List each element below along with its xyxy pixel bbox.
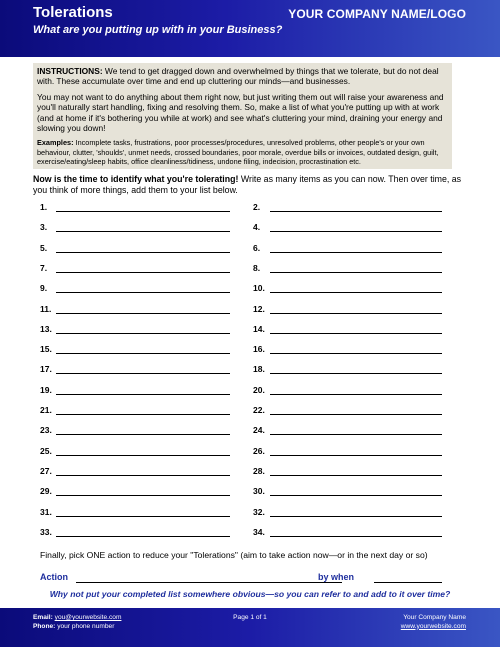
list-row [0,423,500,437]
item-number: 1. [40,202,48,212]
item-entry-line[interactable] [56,536,230,537]
list-row [0,525,500,539]
list-row [0,220,500,234]
item-number: 7. [40,262,48,273]
list-row [0,362,500,376]
item-number: 6. [253,242,261,253]
item-number: 8. [253,262,261,273]
item-entry-line[interactable] [56,313,230,314]
instructions-label: INSTRUCTIONS: [37,66,103,76]
item-number: 34. [253,526,265,537]
item-number: 29. [40,486,52,497]
footer-phone-label: Phone: [33,622,56,630]
item-entry-line[interactable] [56,414,230,415]
item-number: 30. [253,486,265,497]
item-entry-line[interactable] [56,455,230,456]
item-entry-line[interactable] [270,475,442,476]
item-entry-line[interactable] [56,475,230,476]
item-entry-line[interactable] [270,434,442,435]
list-row [0,281,500,295]
footer-phone: your phone number [57,622,115,630]
item-number: 4. [253,222,261,233]
item-entry-line[interactable] [270,516,442,517]
page-subtitle: What are you putting up with in your Business? [33,24,283,36]
item-entry-line[interactable] [270,292,442,293]
item-number: 26. [253,445,265,456]
instructions-text-2: You may not want to do anything about them right now, but just writing them out will raise your awareness and you'll naturally start handling, fixing and resolving them. So, make a list of what you're putting up with at work (and at home if it's bothering you while at work) and see what's cluttering your mind, draining your energy and slowing you down! [37,91,444,134]
item-entry-line[interactable] [270,536,442,537]
item-number: 25. [40,445,52,456]
item-number: 20. [253,384,265,395]
item-number: 11. [40,303,52,314]
closing-question: Why not put your completed list somewhere obvious—so you can refer to and add to it over time? [49,589,451,599]
item-entry-line[interactable] [270,353,442,354]
footer-page-number: Page 1 of 1 [233,614,267,621]
item-entry-line[interactable] [270,231,442,232]
item-number: 3. [40,222,48,233]
page-title: Tolerations [33,4,113,21]
item-number: 14. [253,323,265,334]
item-entry-line[interactable] [270,414,442,415]
by-when-field[interactable] [374,582,442,583]
action-row [40,572,450,588]
list-row [0,444,500,458]
item-number: 16. [253,344,265,355]
list-row [0,261,500,275]
list-row [0,484,500,498]
item-number: 27. [40,465,52,476]
item-number: 22. [253,405,265,415]
instructions-paragraph-1 [37,66,448,87]
item-entry-line[interactable] [56,373,230,374]
item-entry-line[interactable] [270,495,442,496]
footer-company [401,614,466,631]
now-bold: Now is the time to identify what you're tolerating! [33,174,239,184]
item-number: 10. [253,283,265,294]
list-row [0,464,500,478]
item-number: 31. [40,506,52,517]
action-field[interactable] [76,582,342,583]
footer-banner [0,608,500,647]
item-entry-line[interactable] [56,333,230,334]
item-number: 19. [40,384,52,395]
examples-paragraph [37,138,448,166]
item-number: 18. [253,364,265,375]
item-number: 9. [40,283,48,294]
item-entry-line[interactable] [56,394,230,395]
item-entry-line[interactable] [270,394,442,395]
item-entry-line[interactable] [56,211,230,212]
item-number: 15. [40,344,52,355]
item-number: 5. [40,242,48,253]
item-entry-line[interactable] [270,313,442,314]
item-entry-line[interactable] [56,231,230,232]
list-row [0,383,500,397]
item-entry-line[interactable] [270,373,442,374]
item-number: 21. [40,405,52,415]
item-number: 24. [253,425,265,436]
list-row [0,505,500,519]
footer-email-label: Email: [33,614,53,621]
item-number: 2. [253,202,261,212]
header-banner [0,0,500,57]
item-entry-line[interactable] [270,252,442,253]
item-entry-line[interactable] [270,333,442,334]
list-row [0,342,500,356]
item-entry-line[interactable] [56,516,230,517]
list-row [0,241,500,255]
list-row [0,403,500,417]
by-when-label: by when [318,572,355,582]
now-text: Write as many items as you can now. Then over time, as you think of more things, add them to your list below. [33,174,462,195]
item-number: 12. [253,303,265,314]
item-entry-line[interactable] [56,495,230,496]
item-number: 23. [40,425,52,436]
item-entry-line[interactable] [56,292,230,293]
instructions-box [33,63,452,169]
item-entry-line[interactable] [270,455,442,456]
item-number: 33. [40,526,52,537]
examples-label: Examples: [37,138,74,148]
list-row [0,322,500,336]
instructions-text-1: We tend to get dragged down and overwhelmed by things that we tolerate, but do not deal with. These accumulate over time and end up cluttering our minds—and businesses. [37,66,439,87]
company-logo-text: YOUR COMPANY NAME/LOGO [288,7,466,21]
item-entry-line[interactable] [56,434,230,435]
examples-text: Incomplete tasks, frustrations, poor processes/procedures, unresolved problems, other people's or your own behaviour, clutter, 'shoulds', unmet needs, crossed boundaries, poor morale, overdue bills or invoices, outdated design, guilt, exercise/eating/sleep habits, office cleanliness/tidiness, undone filing, indecision, procrastination etc. [37,138,439,167]
item-entry-line[interactable] [270,272,442,273]
item-entry-line[interactable] [56,353,230,354]
action-label: Action [40,572,68,582]
item-entry-line[interactable] [56,252,230,253]
list-row [0,200,500,214]
footer-phone-line [33,623,121,632]
footer-website-link[interactable]: www.yourwebsite.com [400,622,466,630]
footer-company-name: Your Company Name [403,614,466,621]
item-number: 28. [253,465,265,476]
now-paragraph [33,174,463,196]
item-number: 17. [40,364,52,375]
footer-email-link[interactable]: you@yourwebsite.com [54,614,122,621]
list-row [0,302,500,316]
item-entry-line[interactable] [56,272,230,273]
item-number: 13. [40,323,52,334]
finally-text: Finally, pick ONE action to reduce your "Tolerations" (aim to take action now—or in the next day or so) [40,550,428,560]
item-number: 32. [253,506,265,517]
item-entry-line[interactable] [270,211,442,212]
